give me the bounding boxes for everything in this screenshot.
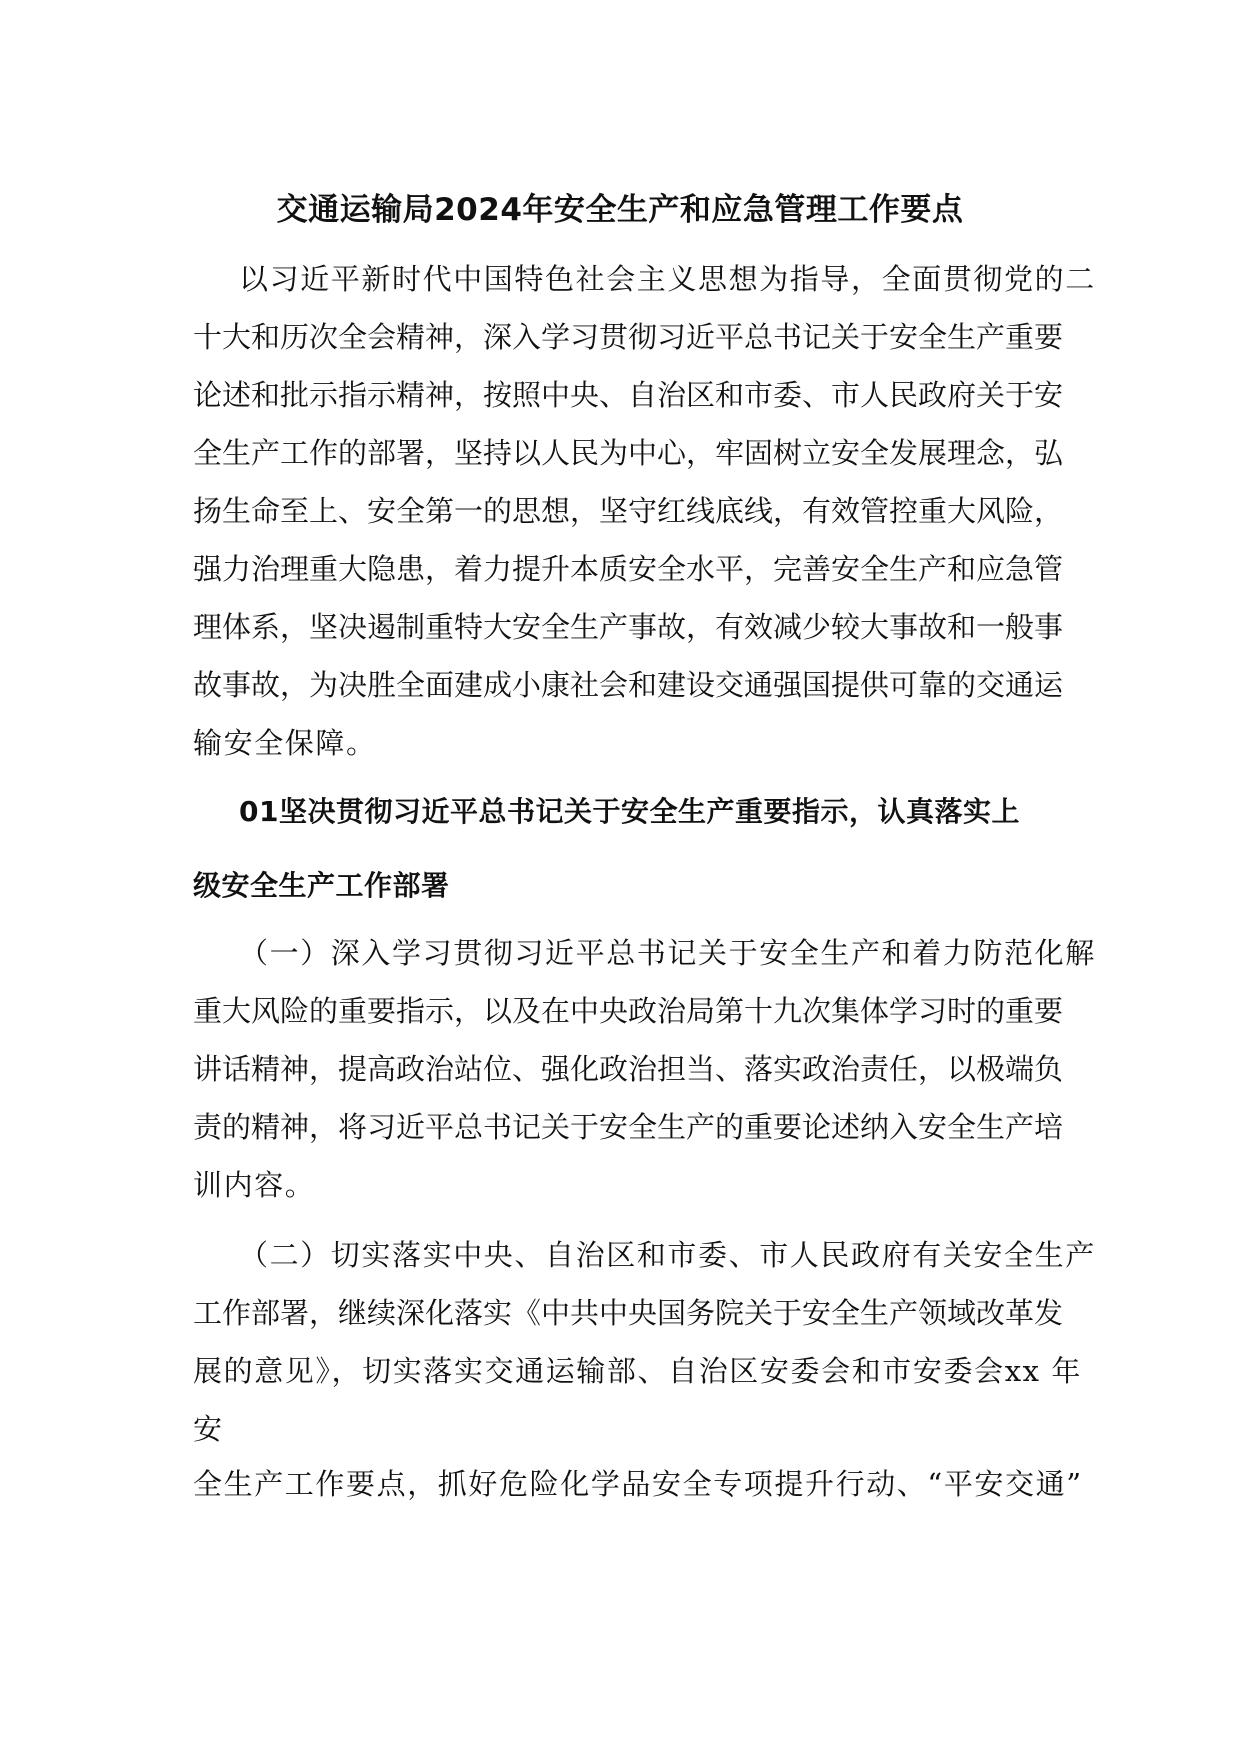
item1-line-4: 责的精神，将习近平总书记关于安全生产的重要论述纳入安全生产培 (193, 1110, 1064, 1144)
intro-line-7: 理体系，坚决遏制重特大安全生产事故，有效减少较大事故和一般事 (193, 610, 1064, 644)
item2-line-1: （二）切实落实中央、自治区和市委、市人民政府有关安全生产 (239, 1238, 1096, 1272)
item2-line-5: 全生产工作要点，抓好危险化学品安全专项提升行动、“平安交通” (193, 1467, 1083, 1501)
intro-line-8: 故事故，为决胜全面建成小康社会和建设交通强国提供可靠的交通运 (193, 668, 1064, 702)
section1-heading-line-2: 级安全生产工作部署 (193, 869, 450, 902)
intro-line-9: 输安全保障。 (193, 726, 377, 760)
intro-line-2: 十大和历次全会精神，深入学习贯彻习近平总书记关于安全生产重要 (193, 320, 1064, 354)
item1-line-2: 重大风险的重要指示，以及在中央政治局第十九次集体学习时的重要 (193, 994, 1064, 1028)
section1-heading-line-1: 01坚决贯彻习近平总书记关于安全生产重要指示，认真落实上 (239, 795, 1020, 828)
intro-line-3: 论述和批示指示精神，按照中央、自治区和市委、市人民政府关于安 (193, 378, 1064, 412)
item2-line-2: 工作部署，继续深化落实《中共中央国务院关于安全生产领域改革发 (193, 1296, 1064, 1330)
intro-line-6: 强力治理重大隐患，着力提升本质安全水平，完善安全生产和应急管 (193, 552, 1064, 586)
document-title: 交通运输局2024年安全生产和应急管理工作要点 (276, 192, 964, 228)
item1-line-5: 训内容。 (193, 1168, 316, 1202)
intro-line-4: 全生产工作的部署，坚持以人民为中心，牢固树立安全发展理念，弘 (193, 436, 1064, 470)
item2-line-4: 安 (193, 1412, 224, 1446)
item1-line-3: 讲话精神，提高政治站位、强化政治担当、落实政治责任，以极端负 (193, 1052, 1064, 1086)
intro-line-5: 扬生命至上、安全第一的思想，坚守红线底线，有效管控重大风险， (193, 494, 1064, 528)
intro-line-1: 以习近平新时代中国特色社会主义思想为指导，全面贯彻党的二 (239, 262, 1096, 296)
item1-line-1: （一）深入学习贯彻习近平总书记关于安全生产和着力防范化解 (239, 936, 1096, 970)
item2-line-3: 展的意见》，切实落实交通运输部、自治区安委会和市安委会xx 年 (193, 1354, 1083, 1388)
